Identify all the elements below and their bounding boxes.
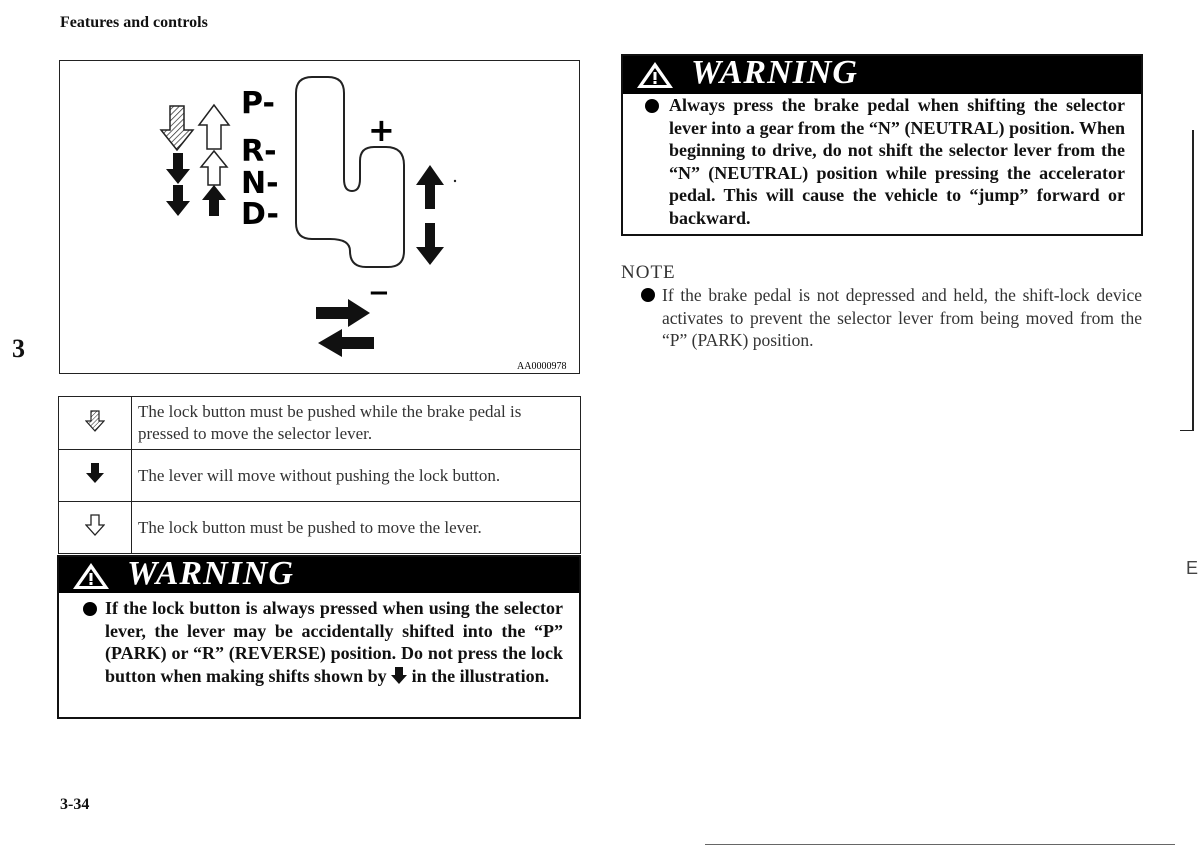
legend-text: The lever will move without pushing the lock button. [132, 450, 581, 502]
left-arrow-icon [318, 329, 374, 357]
chapter-number: 3 [12, 334, 25, 363]
scan-edge-line [1180, 430, 1194, 431]
legend-table [58, 396, 581, 554]
bullet-icon [641, 288, 655, 302]
upshift-arrow-icon [416, 165, 444, 209]
legend-row [59, 502, 581, 554]
legend-symbol-cell [59, 397, 132, 450]
note-title: NOTE [621, 262, 676, 283]
scan-edge-line [1192, 130, 1194, 430]
legend-symbol-cell [59, 502, 132, 554]
shift-pattern-illustration [59, 60, 580, 374]
solid-up-arrow-icon [202, 185, 226, 216]
legend-row [59, 397, 581, 450]
outline-up-arrow-icon [199, 105, 229, 149]
warning-text [105, 597, 563, 687]
note-text: If the brake pedal is not depressed and held, the shift-lock device activates to prevent the selector lever from being moved from the “P” (PARK) position. [662, 285, 1142, 350]
warning-text-body: Always press the brake pedal when shifting the selector lever into a gear from the “N” (NEUTRAL) position. When beginning to drive, do not shift the selector lever from the “N” (NEUTRAL) position while pressing the accelerator pedal. This will cause the vehicle to “jump” forward or backward. [669, 95, 1125, 228]
gear-label-n: N- [241, 166, 279, 201]
edge-letter: E [1186, 558, 1199, 578]
warning-triangle-icon [635, 60, 675, 90]
solid-down-arrow-icon [166, 153, 190, 184]
bullet-icon [645, 99, 659, 113]
right-arrow-icon [316, 299, 370, 327]
solid-down-arrow-icon [391, 666, 407, 684]
bullet-icon [83, 602, 97, 616]
gear-label-p: P- [241, 86, 275, 121]
warning-text [669, 94, 1125, 229]
legend-symbol-cell [59, 450, 132, 502]
warning-heading: WARNING [127, 555, 294, 592]
solid-down-arrow-icon [166, 185, 190, 216]
gear-label-d: D- [241, 197, 279, 232]
warning-box-brake-pedal [621, 54, 1143, 236]
warning-header [59, 557, 579, 593]
downshift-arrow-icon [416, 223, 444, 265]
legend-text: The lock button must be pushed to move the lever. [132, 502, 581, 554]
warning-text-part1: If the lock button is always pressed when using the selector lever, the lever may be accidentally shifted into the “P” (PARK) or “R” (REVERSE) position. Do not press the lock button when making shifts shown by [105, 598, 563, 686]
hatched-down-arrow-icon [85, 410, 105, 432]
hatched-down-arrow-icon [161, 106, 193, 150]
outline-up-arrow-icon [201, 151, 227, 185]
page-number: 3-34 [60, 796, 90, 813]
shift-gate-outline [296, 77, 404, 267]
plus-label: + [368, 111, 395, 149]
warning-text-part2: in the illustration. [411, 665, 550, 686]
legend-text: The lock button must be pushed while the brake pedal is pressed to move the selector lever. [132, 397, 581, 450]
scan-edge-line [705, 844, 1175, 845]
warning-header [623, 56, 1141, 94]
warning-triangle-icon [71, 561, 111, 591]
figure-code: AA0000978 [517, 361, 567, 372]
minus-label: − [368, 278, 390, 308]
gear-label-r: R- [241, 134, 277, 169]
warning-heading: WARNING [691, 54, 858, 91]
outline-down-arrow-icon [85, 514, 105, 536]
section-title: Features and controls [60, 14, 208, 31]
legend-row [59, 450, 581, 502]
warning-box-lock-button [57, 555, 581, 719]
solid-down-arrow-icon [86, 462, 104, 484]
